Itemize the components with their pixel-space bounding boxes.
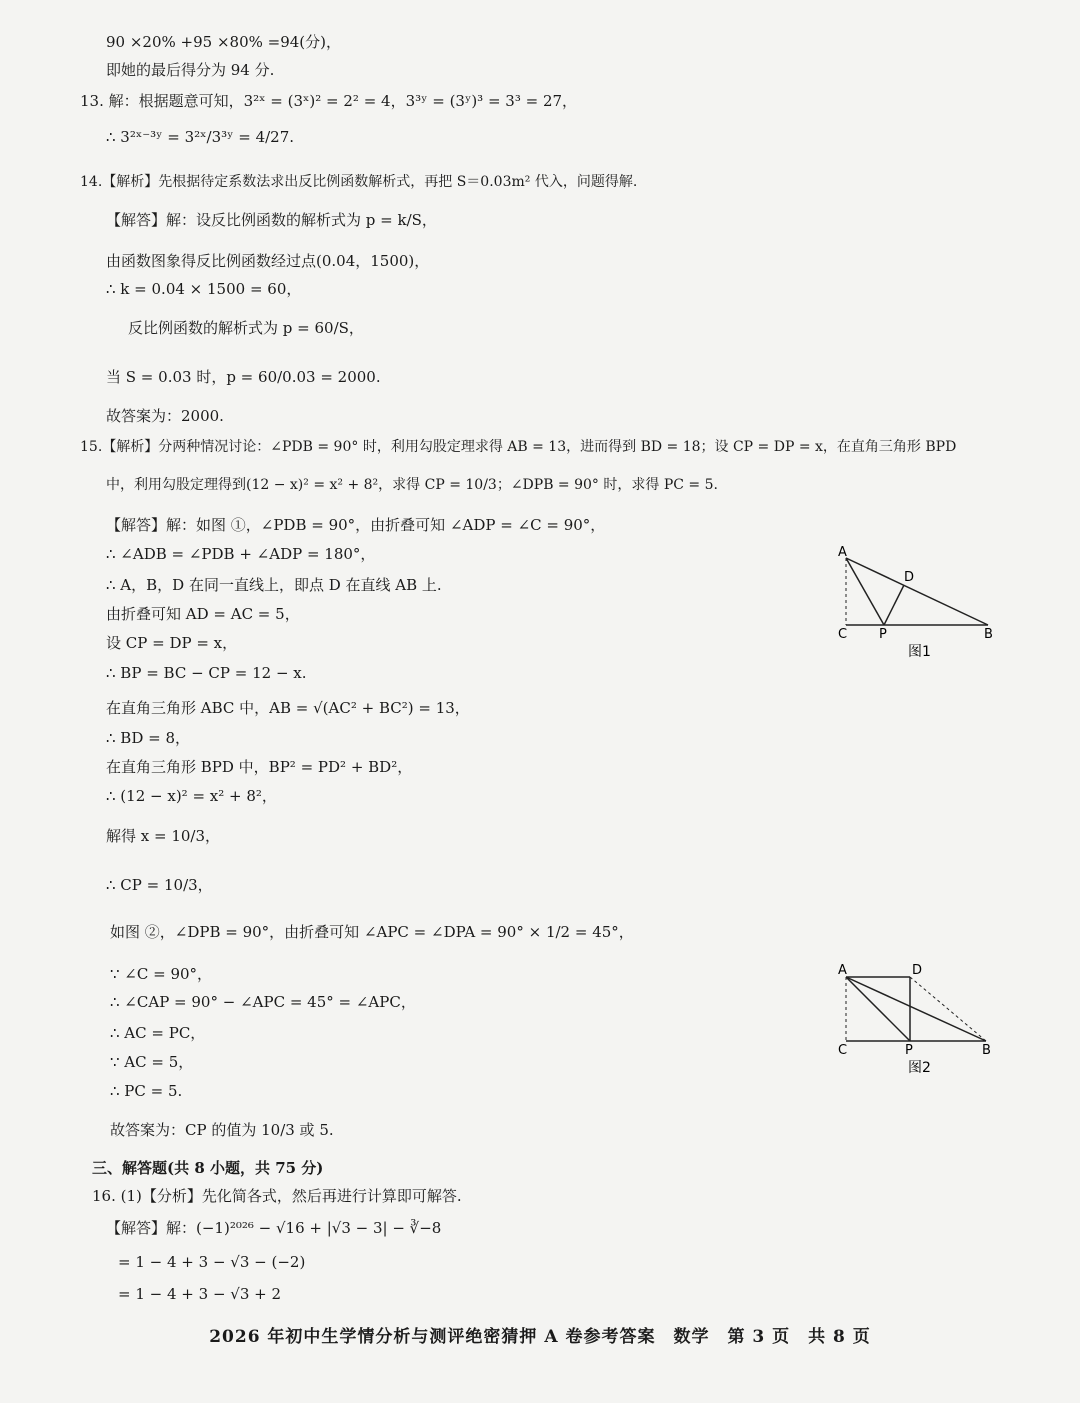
section-heading: 三、解答题(共 8 小题，共 75 分) (92, 1159, 324, 1177)
label-d: D (912, 963, 923, 978)
figure-1 (830, 540, 1010, 669)
text-line: 故答案为：2000. (106, 407, 224, 425)
text-line: 在直角三角形 BPD 中，BP² = PD² + BD²， (106, 758, 413, 776)
text-line: ∴ BP = BC − CP = 12 − x. (106, 664, 307, 682)
text-line: ∴ BD = 8， (106, 729, 191, 747)
label-b: B (984, 627, 993, 642)
text-line: 当 S = 0.03 时，p = 60/0.03 = 2000. (106, 368, 381, 386)
text-line: 在直角三角形 ABC 中，AB = √(AC² + BC²) = 13， (106, 699, 470, 717)
text-line: ∴ ∠ADB = ∠PDB + ∠ADP = 180°， (106, 545, 376, 563)
page-footer: 2026 年初中生学情分析与测评绝密猜押 A 卷参考答案 数学 第 3 页 共 8 页 (209, 1327, 871, 1347)
label-p: P (879, 627, 887, 642)
text-line: 即她的最后得分为 94 分. (106, 61, 275, 79)
text-line: 【解答】解：(−1)²⁰²⁶ − √16 + |√3 − 3| − ∛−8 (106, 1219, 442, 1237)
text-line: 如图 ②，∠DPB = 90°，由折叠可知 ∠APC = ∠DPA = 90° × 1/2 = 45°， (110, 923, 634, 941)
text-line: 由函数图象得反比例函数经过点(0.04，1500)， (106, 252, 430, 270)
text-line: ∴ (12 − x)² = x² + 8²， (106, 787, 277, 805)
label-b: B (982, 1043, 991, 1058)
label-c: C (838, 627, 848, 642)
text-line: 解得 x = 10/3， (106, 827, 221, 845)
text-line: 【解答】解：设反比例函数的解析式为 p = k/S， (106, 211, 437, 229)
text-line: = 1 − 4 + 3 − √3 + 2 (118, 1285, 282, 1303)
figure-2 (830, 958, 1010, 1087)
problem-13-line: 13. 解：根据题意可知，3²ˣ = (3ˣ)² = 2² = 4，3³ʸ = (3ʸ)³ = 3³ = 27， (80, 92, 578, 110)
text-line: ∵ AC = 5， (110, 1053, 194, 1071)
text-line: 90 ×20% +95 ×80% =94(分)， (106, 33, 341, 51)
text-line: ∴ k = 0.04 × 1500 = 60， (106, 280, 302, 298)
label-a: A (838, 545, 847, 560)
text-line: ∴ A，B，D 在同一直线上，即点 D 在直线 AB 上. (106, 576, 442, 594)
problem-15-analysis: 15.【解析】分两种情况讨论：∠PDB = 90° 时，利用勾股定理求得 AB = 13，进而得到 BD = 18；设 CP = DP = x，在直角三角形 BPD (80, 439, 957, 455)
problem-16-analysis: 16. (1)【分析】先化简各式，然后再进行计算即可解答. (92, 1187, 462, 1205)
text-line: 设 CP = DP = x， (106, 634, 238, 652)
text-line: 故答案为：CP 的值为 10/3 或 5. (110, 1121, 334, 1139)
text-line: = 1 − 4 + 3 − √3 − (−2) (118, 1253, 306, 1271)
figure-caption: 图2 (908, 1060, 931, 1076)
label-a: A (838, 963, 847, 978)
text-line: ∵ ∠C = 90°， (110, 965, 213, 983)
text-line: ∴ 3²ˣ⁻³ʸ = 3²ˣ/3³ʸ = 4/27. (106, 128, 295, 146)
label-p: P (905, 1043, 913, 1058)
text-line: ∴ CP = 10/3， (106, 876, 213, 894)
label-d: D (904, 570, 915, 585)
label-c: C (838, 1043, 848, 1058)
problem-14-analysis: 14.【解析】先根据待定系数法求出反比例函数解析式，再把 S＝0.03m² 代入，问题得解. (80, 174, 638, 190)
text-line: ∴ ∠CAP = 90° − ∠APC = 45° = ∠APC， (110, 993, 416, 1011)
text-line: 反比例函数的解析式为 p = 60/S， (128, 319, 364, 337)
figure-caption: 图1 (908, 644, 931, 660)
text-line: 由折叠可知 AD = AC = 5， (106, 605, 300, 623)
text-line: 【解答】解：如图 ①，∠PDB = 90°，由折叠可知 ∠ADP = ∠C = 90°， (106, 516, 606, 534)
text-line: ∴ AC = PC， (110, 1024, 206, 1042)
text-line: 中，利用勾股定理得到(12 − x)² = x² + 8²，求得 CP = 10/3；∠DPB = 90° 时，求得 PC = 5. (106, 477, 718, 493)
text-line: ∴ PC = 5. (110, 1082, 183, 1100)
